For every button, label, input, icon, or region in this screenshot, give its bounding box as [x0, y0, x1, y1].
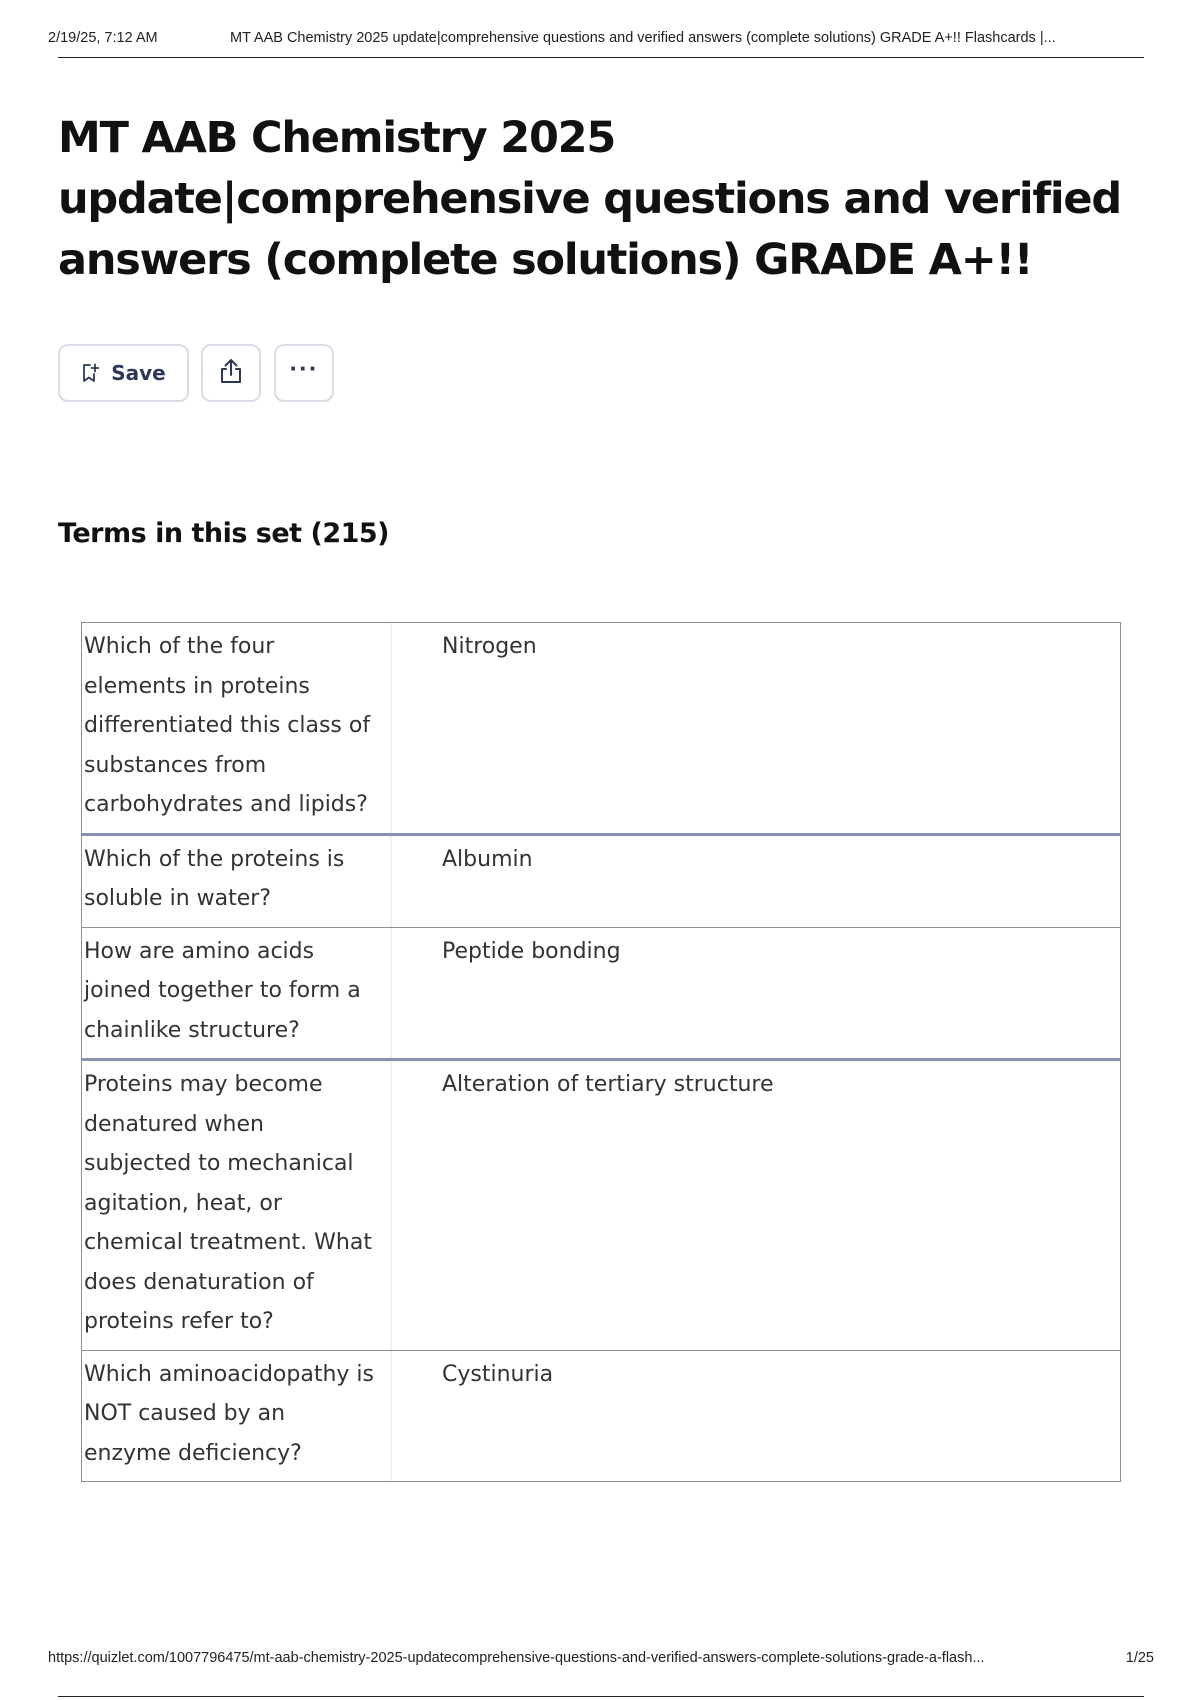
share-icon	[218, 357, 244, 390]
definition-cell: Peptide bonding	[442, 938, 621, 964]
print-date: 2/19/25, 7:12 AM	[48, 30, 158, 46]
save-button-label: Save	[111, 361, 166, 385]
table-row	[82, 1351, 1120, 1482]
terms-table	[81, 622, 1121, 1482]
table-row	[82, 836, 1120, 928]
table-row	[82, 623, 1120, 836]
page-title: MT AAB Chemistry 2025 update|comprehensive questions and verified answers (complete solutions) GRADE A+!!	[58, 113, 1121, 285]
definition-cell: Alteration of tertiary structure	[442, 1072, 774, 1097]
terms-heading: Terms in this set (215)	[58, 518, 390, 549]
bookmark-add-icon	[81, 363, 99, 383]
definition-cell: Cystinuria	[442, 1361, 554, 1387]
term-cell: Which of the four elements in proteins differentiated this class of substances from carbohydrates and lipids?	[82, 623, 392, 833]
table-row	[82, 1061, 1120, 1351]
print-url: https://quizlet.com/1007796475/mt-aab-chemistry-2025-updatecomprehensive-questions-and-verified-answers-complete-solutions-grade-a-flash...	[48, 1650, 985, 1666]
table-row	[82, 928, 1120, 1062]
footer-divider	[58, 1696, 1144, 1697]
term-cell: Which of the proteins is soluble in water?	[82, 836, 392, 927]
print-header	[48, 30, 1154, 56]
more-button[interactable]	[274, 344, 334, 402]
header-divider	[58, 57, 1144, 58]
save-button[interactable]	[58, 344, 189, 402]
term-cell: Which aminoacidopathy is NOT caused by an enzyme deficiency?	[82, 1351, 392, 1482]
more-icon: ···	[289, 352, 319, 383]
print-doc-title: MT AAB Chemistry 2025 update|comprehensive questions and verified answers (complete solutions) GRADE A+!! Flashcards |...	[230, 30, 1056, 46]
print-footer	[48, 1650, 1154, 1674]
term-cell: How are amino acids joined together to form a chainlike structure?	[82, 928, 392, 1059]
page-number: 1/25	[1125, 1650, 1154, 1666]
share-button[interactable]	[201, 344, 261, 402]
definition-cell: Albumin	[442, 846, 533, 872]
term-cell: Proteins may become denatured when subjected to mechanical agitation, heat, or chemical treatment. What does denaturation of proteins refer to?	[82, 1061, 392, 1350]
definition-cell: Nitrogen	[442, 634, 537, 659]
